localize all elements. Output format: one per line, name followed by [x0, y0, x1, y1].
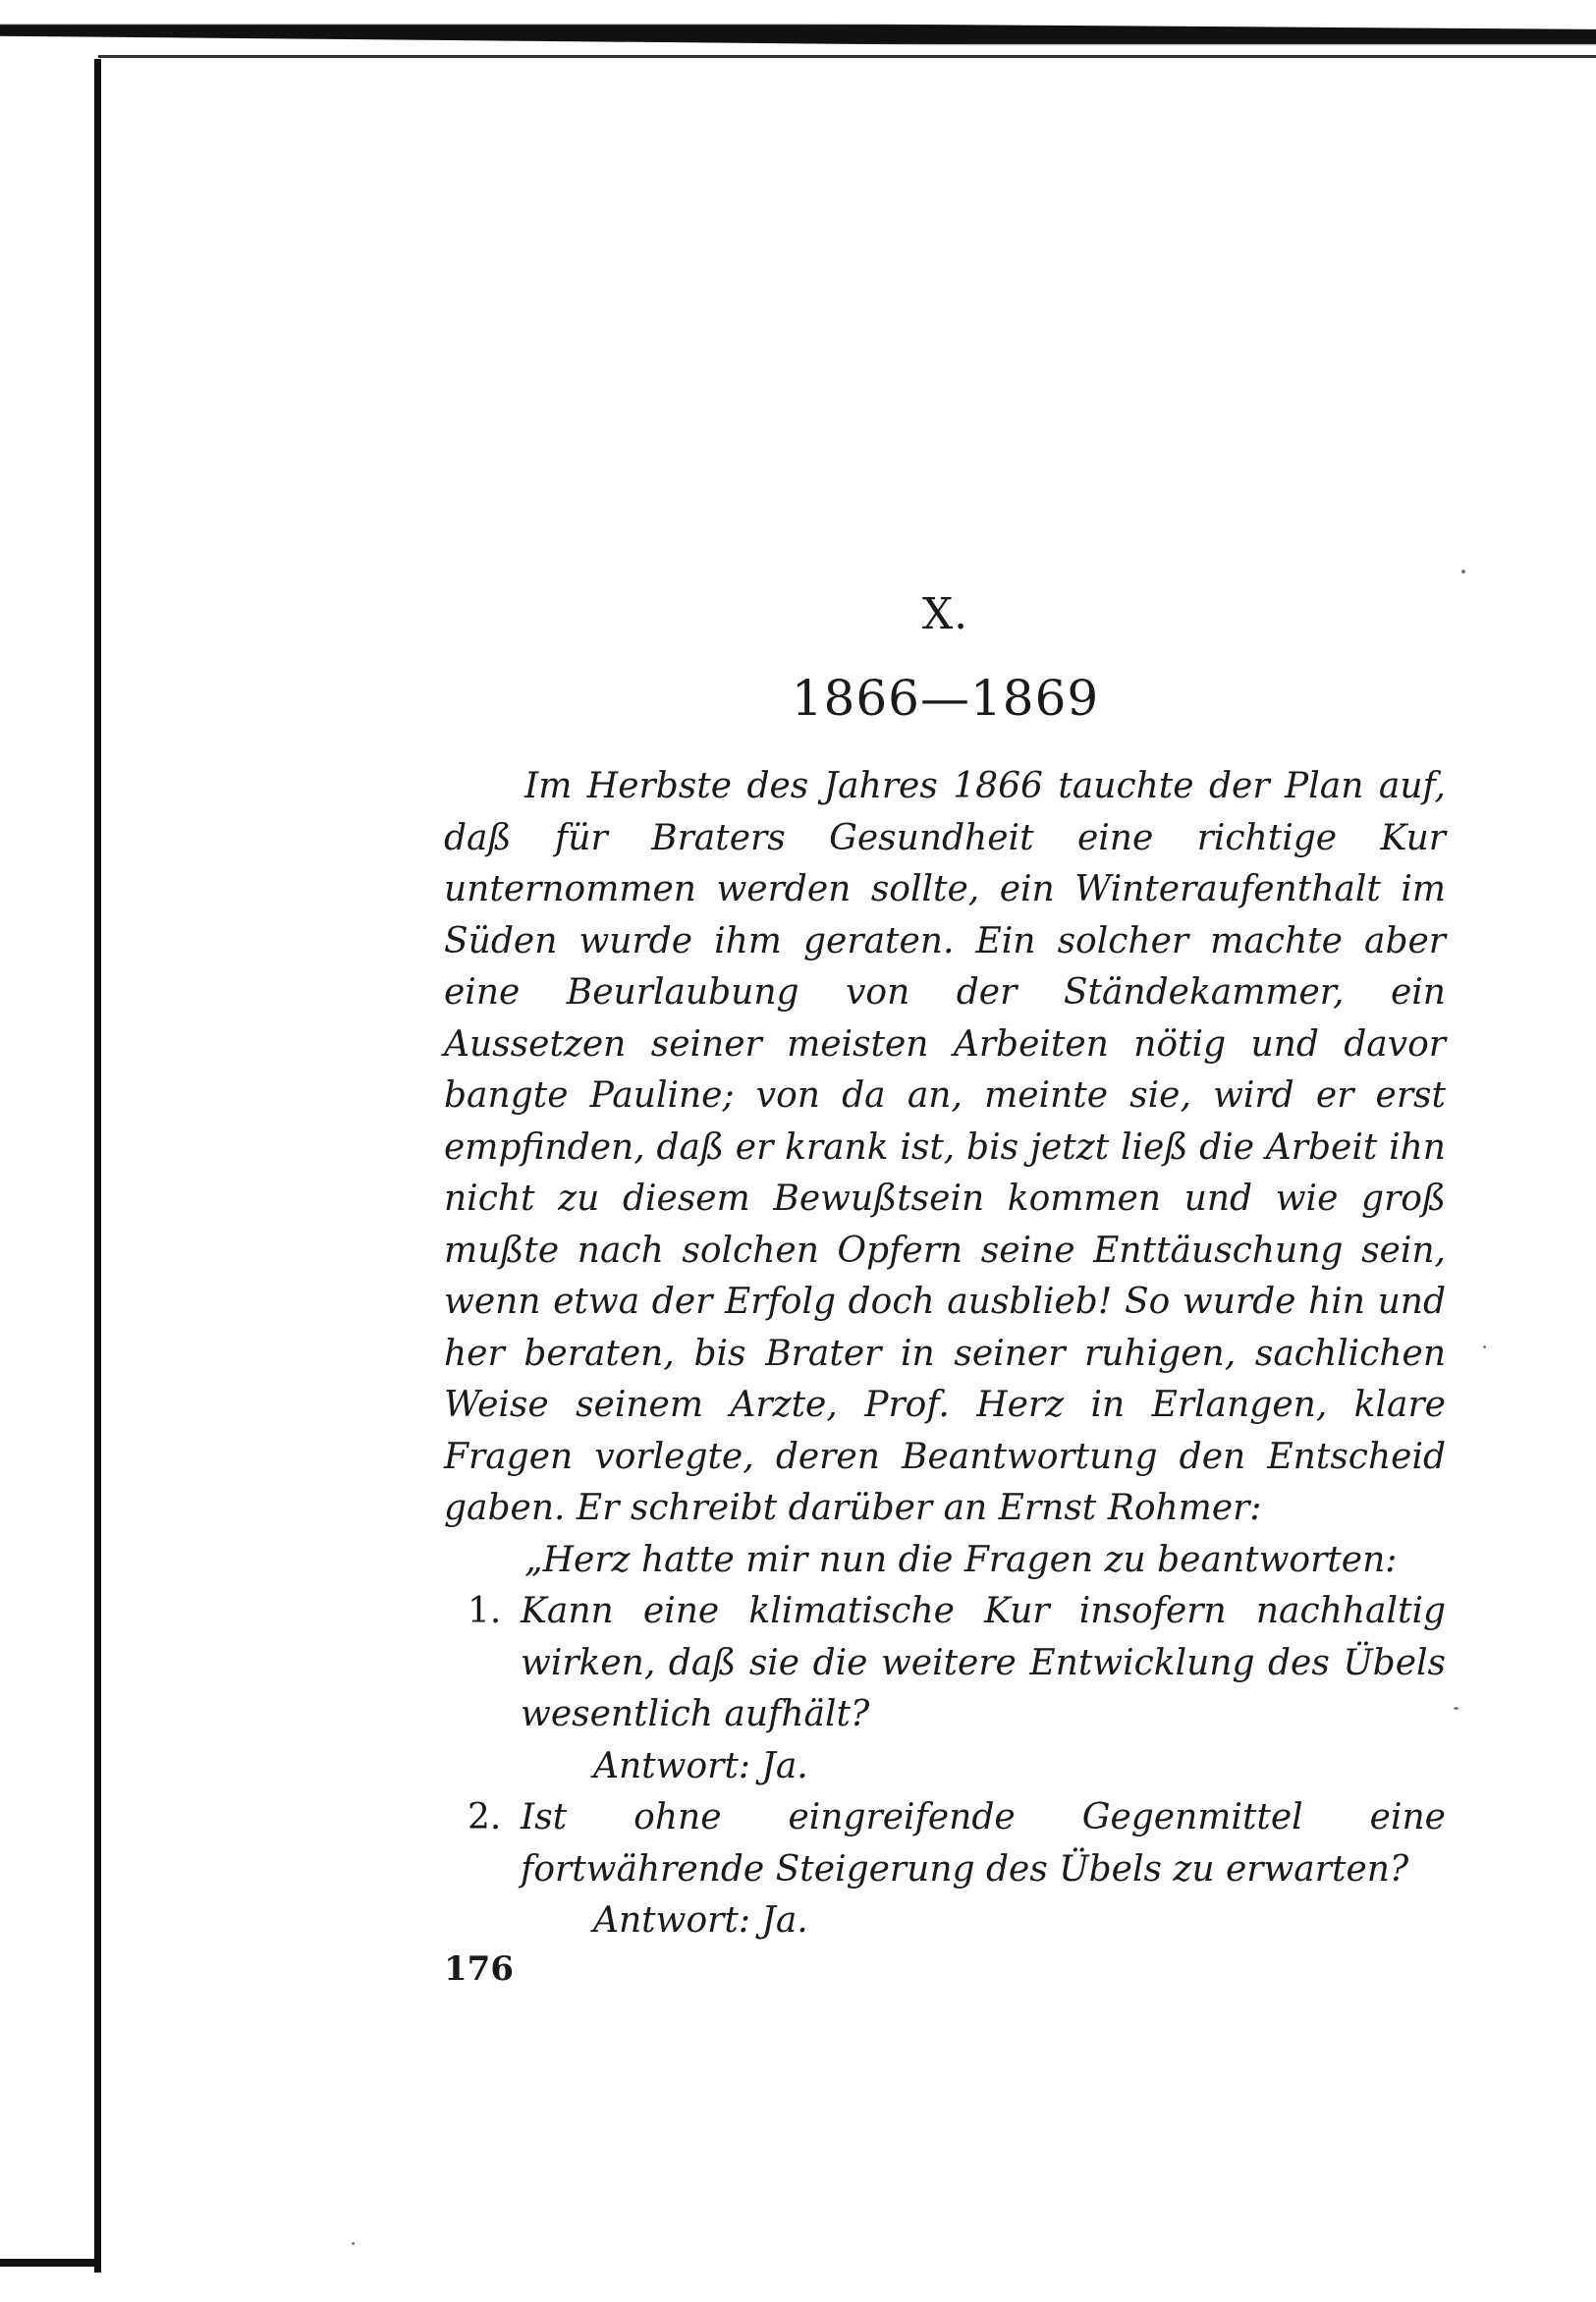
question-item	[444, 1586, 1446, 1741]
paragraph: Im Herbste des Jahres 1866 tauchte der Plan auf, daß für Braters Gesundheit eine richtige Kur unternommen werden sollte, ein Winteraufenthalt im Süden wurde ihm geraten. Ein solcher machte aber eine Beurlaubung von der Ständekammer, ein Aussetzen seiner meisten Arbeiten nötig und davor bangte Pauline; von da an, meinte sie, wird er erst empfinden, daß er krank ist, bis jetzt ließ die Arbeit ihn nicht zu diesem Bewußtsein kommen und wie groß mußte nach solchen Opfern seine Enttäuschung sein, wenn etwa der Erfolg doch ausblieb! So wurde hin und her beraten, bis Brater in seiner ruhigen, sachlichen Weise seinem Arzte, Prof. Herz in Erlangen, klare Fragen vorlegte, deren Beantwortung den Entscheid gaben. Er schreibt darüber an Ernst Rohmer:	[444, 766, 1446, 1528]
scan-speck	[1461, 570, 1465, 574]
quote-intro: „Herz hatte mir nun die Fragen zu beantworten:	[524, 1539, 1398, 1580]
scan-left-border	[94, 59, 101, 2273]
question-item	[444, 1792, 1446, 1895]
scan-speck	[1483, 1345, 1486, 1348]
body-text	[444, 761, 1446, 1947]
question-number: 2.	[468, 1797, 502, 1837]
answer: Antwort: Ja.	[593, 1900, 808, 1941]
page-number: 176	[444, 1949, 514, 1989]
scan-speck	[352, 2242, 355, 2245]
scan-thin-border	[98, 55, 1596, 58]
scan-speck	[1454, 1707, 1458, 1710]
question-text: Ist ohne eingreifende Gegenmittel eine fortwährende Steigerung des Übels zu erwarten?	[521, 1797, 1446, 1890]
scan-bottom-border	[0, 2259, 98, 2267]
question-number: 1.	[468, 1591, 502, 1631]
answer: Antwort: Ja.	[593, 1745, 808, 1786]
question-text: Kann eine klimatische Kur insofern nachhaltig wirken, daß sie die weitere Entwicklung des Übels wesentlich aufhält?	[521, 1591, 1446, 1734]
chapter-number: X.	[921, 589, 969, 639]
scan-top-border	[0, 18, 1596, 51]
chapter-years: 1866—1869	[791, 670, 1100, 727]
